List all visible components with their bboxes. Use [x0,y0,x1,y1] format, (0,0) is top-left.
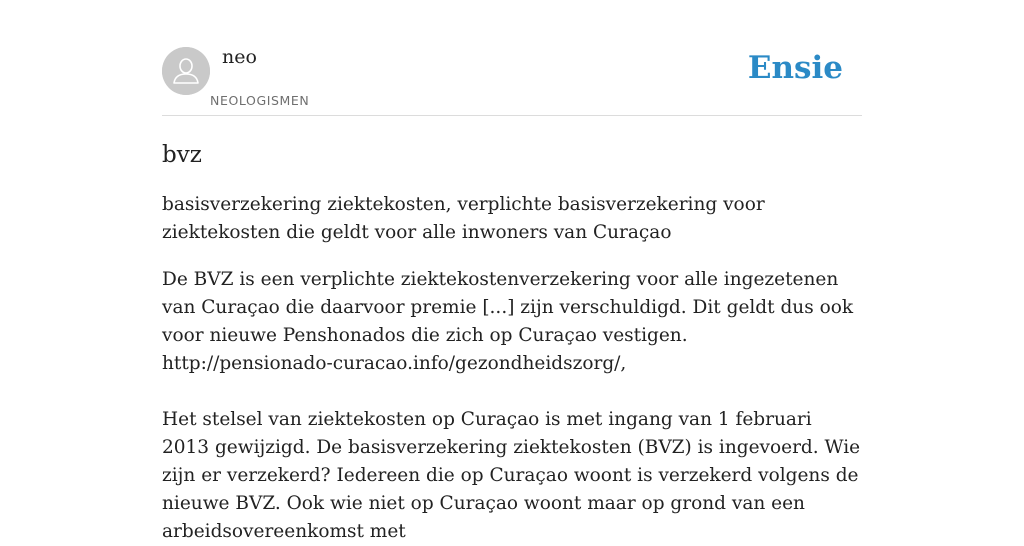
entry-definition: basisverzekering ziektekosten, verplichte basisverzekering voor ziektekosten die geldt voor alle inwoners van Curaçao [162,194,765,243]
category-label[interactable]: NEOLOGISMEN [210,93,310,108]
entry-header [162,0,862,116]
site-logo[interactable]: Ensie [747,50,843,86]
author-name[interactable]: neo [222,46,257,68]
avatar[interactable] [162,47,210,95]
entry-term: bvz [162,142,202,168]
entry-page [162,0,862,546]
paragraph-gap [162,378,862,406]
example-paragraph: De BVZ is een verplichte ziektekostenverzekering voor alle ingezetenen van Curaçao die daarvoor premie [...] zijn verschuldigd. Dit geldt dus ook voor nieuwe Penshonados die zich op Curaçao vestigen. [162,269,854,346]
user-silhouette-icon [162,47,210,95]
example-source-url: http://pensionado-curacao.info/gezondheidszorg/, [162,353,627,374]
entry-example [162,266,862,546]
example-paragraph: Het stelsel van ziektekosten op Curaçao is met ingang van 1 februari 2013 gewijzigd. De basisverzekering ziektekosten (BVZ) is ingevoerd. Wie zijn er verzekerd? Iedereen die op Curaçao woont is verzekerd volgens de nieuwe BVZ. Ook wie niet op Curaçao woont maar op grond van een arbeidsovereenkomst met [162,409,861,542]
